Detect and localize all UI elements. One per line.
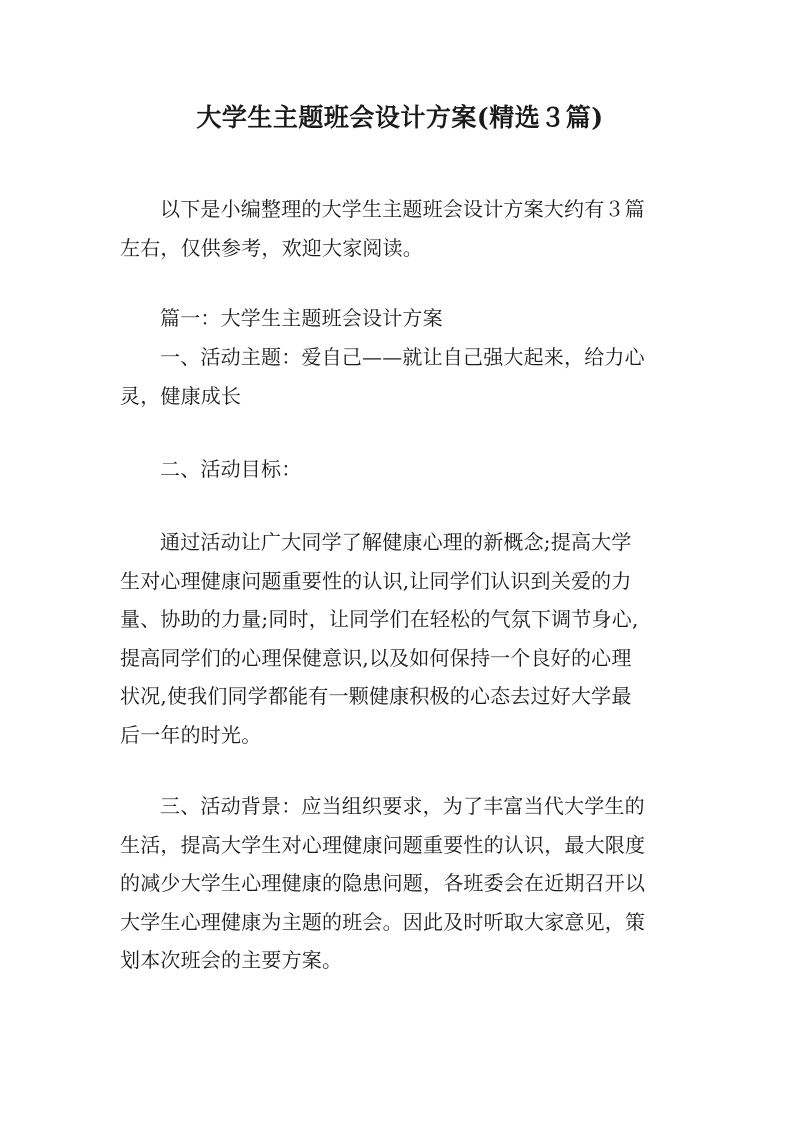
section-2-line: 生对心理健康问题重要性的认识,让同学们认识到关爱的力 <box>120 568 632 593</box>
section-1-line: 一、活动主题：爱自己——就让自己强大起来，给力心 <box>160 345 645 369</box>
section-3-line: 划本次班会的主要方案。 <box>120 948 343 972</box>
chapter-heading <box>120 299 680 338</box>
document-title: 大学生主题班会设计方案(精选３篇) <box>196 103 604 132</box>
section-3-line: 生活，提高大学生对心理健康问题重要性的认识，最大限度 <box>120 832 646 857</box>
section-2-heading <box>120 450 680 489</box>
section-2-heading-text: 二、活动目标： <box>160 457 302 481</box>
chapter-heading-text: 篇一：大学生主题班会设计方案 <box>160 306 443 330</box>
intro-paragraph <box>120 190 680 267</box>
intro-line: 左右，仅供参考，欢迎大家阅读。 <box>120 235 423 260</box>
section-3-line: 大学生心理健康为主题的班会。因此及时听取大家意见，策 <box>120 909 646 934</box>
section-3-line: 的减少大学生心理健康的隐患问题，各班委会在近期召开以 <box>120 871 646 895</box>
section-1-line: 灵，健康成长 <box>120 383 242 408</box>
section-3-line: 三、活动背景：应当组织要求，为了丰富当代大学生的 <box>160 794 645 818</box>
section-2-body <box>120 523 680 754</box>
section-2-line: 通过活动让广大同学了解健康心理的新概念;提高大学 <box>160 530 632 554</box>
section-2-line: 后一年的时光。 <box>120 722 262 747</box>
section-3-background <box>120 787 680 980</box>
intro-line: 以下是小编整理的大学生主题班会设计方案大约有３篇 <box>160 197 645 221</box>
section-2-line: 提高同学们的心理保健意识,以及如何保持一个良好的心理 <box>120 645 632 670</box>
section-2-line: 状况,使我们同学都能有一颗健康积极的心态去过好大学最 <box>120 684 632 708</box>
section-2-line: 量、协助的力量;同时，让同学们在轻松的气氛下调节身心, <box>120 607 639 631</box>
section-1-theme <box>120 338 680 415</box>
